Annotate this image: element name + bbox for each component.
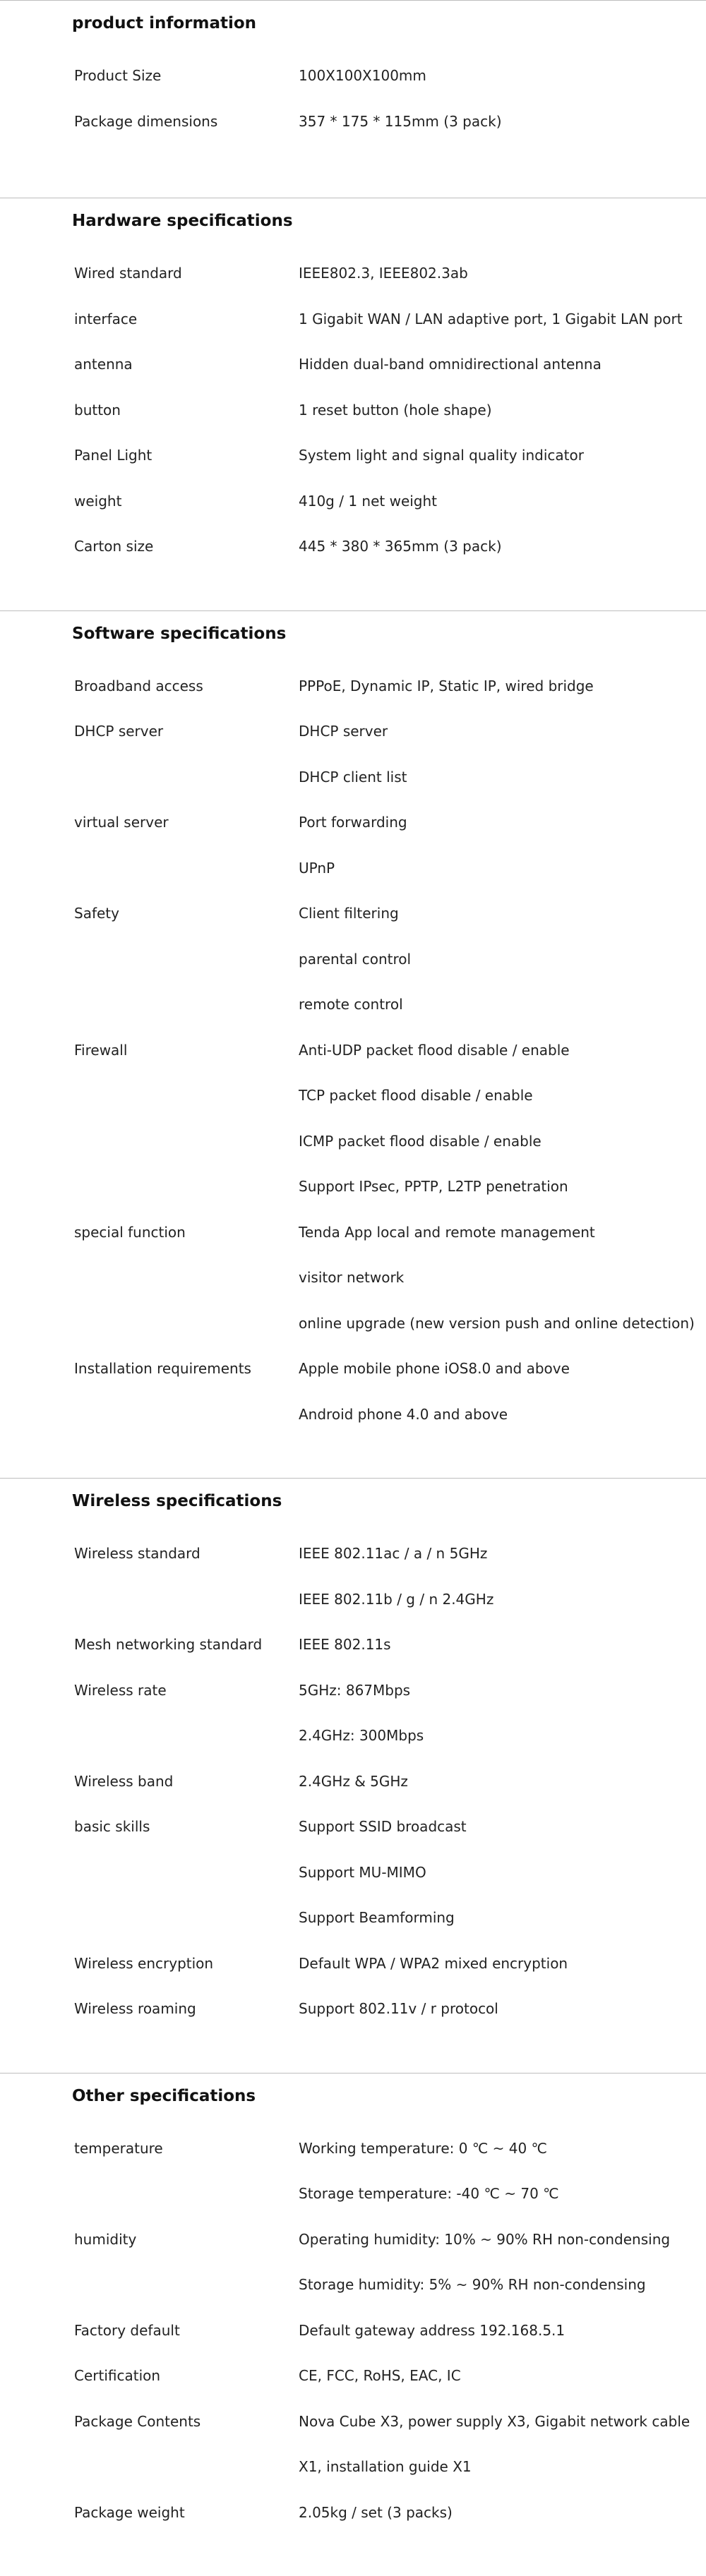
spec-row [0, 1073, 706, 1119]
spec-value: 445 * 380 * 365mm (3 pack) [299, 538, 706, 555]
spec-row [0, 1392, 706, 1438]
spec-row [0, 2262, 706, 2308]
spec-value: Android phone 4.0 and above [299, 1406, 706, 1423]
section-title: Hardware specifications [0, 208, 706, 234]
spec-label: Product Size [0, 67, 299, 84]
spec-row [0, 2444, 706, 2490]
spec-value: 2.4GHz & 5GHz [299, 1773, 706, 1790]
spec-value: parental control [299, 951, 706, 968]
spec-row [0, 1210, 706, 1256]
spec-value: Support Beamforming [299, 1909, 706, 1926]
spec-value: TCP packet flood disable / enable [299, 1087, 706, 1104]
spec-section-software-specifications [0, 610, 706, 1479]
spec-value: IEEE 802.11ac / a / n 5GHz [299, 1545, 706, 1562]
spec-value: 1 reset button (hole shape) [299, 402, 706, 419]
spec-row [0, 1759, 706, 1805]
spec-value: Nova Cube X3, power supply X3, Gigabit network cable [299, 2413, 706, 2430]
spec-label: Panel Light [0, 447, 299, 464]
spec-value: IEEE802.3, IEEE802.3ab [299, 265, 706, 282]
spec-row [0, 2308, 706, 2354]
spec-row [0, 99, 706, 145]
spec-label: Firewall [0, 1042, 299, 1059]
spec-row [0, 1622, 706, 1668]
spec-value: ICMP packet flood disable / enable [299, 1133, 706, 1150]
spec-value: 2.05kg / set (3 packs) [299, 2504, 706, 2521]
spec-row [0, 1986, 706, 2032]
spec-row [0, 1850, 706, 1896]
spec-label: special function [0, 1224, 299, 1241]
spec-row [0, 479, 706, 524]
spec-row [0, 296, 706, 342]
spec-section-other-specifications [0, 2073, 706, 2576]
spec-value: online upgrade (new version push and online detection) [299, 1315, 706, 1332]
spec-row [0, 2490, 706, 2536]
spec-value: DHCP client list [299, 769, 706, 786]
spec-value: Default gateway address 192.168.5.1 [299, 2322, 706, 2339]
spec-value: CE, FCC, RoHS, EAC, IC [299, 2367, 706, 2384]
spec-row [0, 982, 706, 1028]
spec-value: Port forwarding [299, 814, 706, 831]
section-title: product information [0, 11, 706, 36]
spec-section-hardware-specifications [0, 198, 706, 610]
spec-label: Wireless standard [0, 1545, 299, 1562]
spec-label: Package weight [0, 2504, 299, 2521]
spec-row [0, 1804, 706, 1850]
spec-row [0, 1713, 706, 1759]
spec-label: Carton size [0, 538, 299, 555]
spec-row [0, 891, 706, 937]
spec-value: Anti-UDP packet flood disable / enable [299, 1042, 706, 1059]
spec-value: 100X100X100mm [299, 67, 706, 84]
spec-label: Installation requirements [0, 1360, 299, 1377]
spec-row [0, 342, 706, 387]
spec-value: Tenda App local and remote management [299, 1224, 706, 1241]
spec-value: 2.4GHz: 300Mbps [299, 1727, 706, 1744]
spec-row [0, 1028, 706, 1073]
spec-value: Hidden dual-band omnidirectional antenna [299, 356, 706, 373]
spec-value: Storage temperature: -40 ℃ ~ 70 ℃ [299, 2185, 706, 2202]
spec-label: temperature [0, 2140, 299, 2157]
spec-value: 357 * 175 * 115mm (3 pack) [299, 113, 706, 130]
spec-row [0, 433, 706, 479]
spec-row [0, 2399, 706, 2445]
spec-label: virtual server [0, 814, 299, 831]
spec-value: PPPoE, Dynamic IP, Static IP, wired bridge [299, 678, 706, 694]
spec-row [0, 524, 706, 570]
section-title: Wireless specifications [0, 1488, 706, 1514]
spec-value: DHCP server [299, 723, 706, 740]
spec-value: Support SSID broadcast [299, 1818, 706, 1835]
spec-row [0, 2126, 706, 2172]
spec-value: Support MU-MIMO [299, 1864, 706, 1881]
spec-value: 410g / 1 net weight [299, 493, 706, 510]
spec-value: remote control [299, 996, 706, 1013]
spec-value: Operating humidity: 10% ~ 90% RH non-condensing [299, 2231, 706, 2248]
spec-row [0, 1577, 706, 1623]
spec-row [0, 1531, 706, 1577]
spec-value: Working temperature: 0 ℃ ~ 40 ℃ [299, 2140, 706, 2157]
section-title: Other specifications [0, 2083, 706, 2109]
spec-row [0, 1668, 706, 1714]
spec-row [0, 845, 706, 891]
spec-label: weight [0, 493, 299, 510]
spec-label: Wireless roaming [0, 2000, 299, 2017]
spec-label: Wireless rate [0, 1682, 299, 1699]
spec-row [0, 387, 706, 433]
spec-label: Broadband access [0, 678, 299, 694]
spec-row [0, 663, 706, 709]
spec-value: Apple mobile phone iOS8.0 and above [299, 1360, 706, 1377]
spec-section-wireless-specifications [0, 1478, 706, 2073]
spec-label: Wireless band [0, 1773, 299, 1790]
spec-row [0, 1941, 706, 1987]
spec-value: System light and signal quality indicator [299, 447, 706, 464]
spec-label: Safety [0, 905, 299, 922]
spec-row [0, 754, 706, 800]
spec-value: IEEE 802.11b / g / n 2.4GHz [299, 1591, 706, 1608]
spec-section-product-information [0, 0, 706, 198]
spec-label: Package dimensions [0, 113, 299, 130]
spec-label: Factory default [0, 2322, 299, 2339]
spec-label: button [0, 402, 299, 419]
spec-value: 5GHz: 867Mbps [299, 1682, 706, 1699]
spec-value: Client filtering [299, 905, 706, 922]
spec-value: 1 Gigabit WAN / LAN adaptive port, 1 Gigabit LAN port [299, 311, 706, 327]
spec-value: visitor network [299, 1269, 706, 1286]
spec-value: UPnP [299, 860, 706, 877]
spec-row [0, 53, 706, 99]
spec-row [0, 1119, 706, 1164]
spec-label: Wired standard [0, 265, 299, 282]
spec-value: IEEE 802.11s [299, 1636, 706, 1653]
spec-label: Package Contents [0, 2413, 299, 2430]
spec-row [0, 2217, 706, 2263]
spec-label: antenna [0, 356, 299, 373]
spec-row [0, 937, 706, 982]
spec-label: humidity [0, 2231, 299, 2248]
spec-label: Wireless encryption [0, 1955, 299, 1972]
spec-row [0, 2171, 706, 2217]
spec-row [0, 1895, 706, 1941]
spec-row [0, 800, 706, 845]
spec-value: Default WPA / WPA2 mixed encryption [299, 1955, 706, 1972]
spec-value: Support 802.11v / r protocol [299, 2000, 706, 2017]
spec-label: Certification [0, 2367, 299, 2384]
spec-row [0, 2353, 706, 2399]
spec-row [0, 1346, 706, 1392]
spec-value: Storage humidity: 5% ~ 90% RH non-condensing [299, 2276, 706, 2293]
spec-value: X1, installation guide X1 [299, 2458, 706, 2475]
spec-label: DHCP server [0, 723, 299, 740]
spec-label: Mesh networking standard [0, 1636, 299, 1653]
section-title: Software specifications [0, 621, 706, 646]
spec-row [0, 1164, 706, 1210]
spec-label: interface [0, 311, 299, 327]
spec-row [0, 251, 706, 296]
spec-row [0, 709, 706, 754]
spec-row [0, 1255, 706, 1301]
spec-value: Support IPsec, PPTP, L2TP penetration [299, 1178, 706, 1195]
spec-label: basic skills [0, 1818, 299, 1835]
spec-row [0, 1301, 706, 1347]
